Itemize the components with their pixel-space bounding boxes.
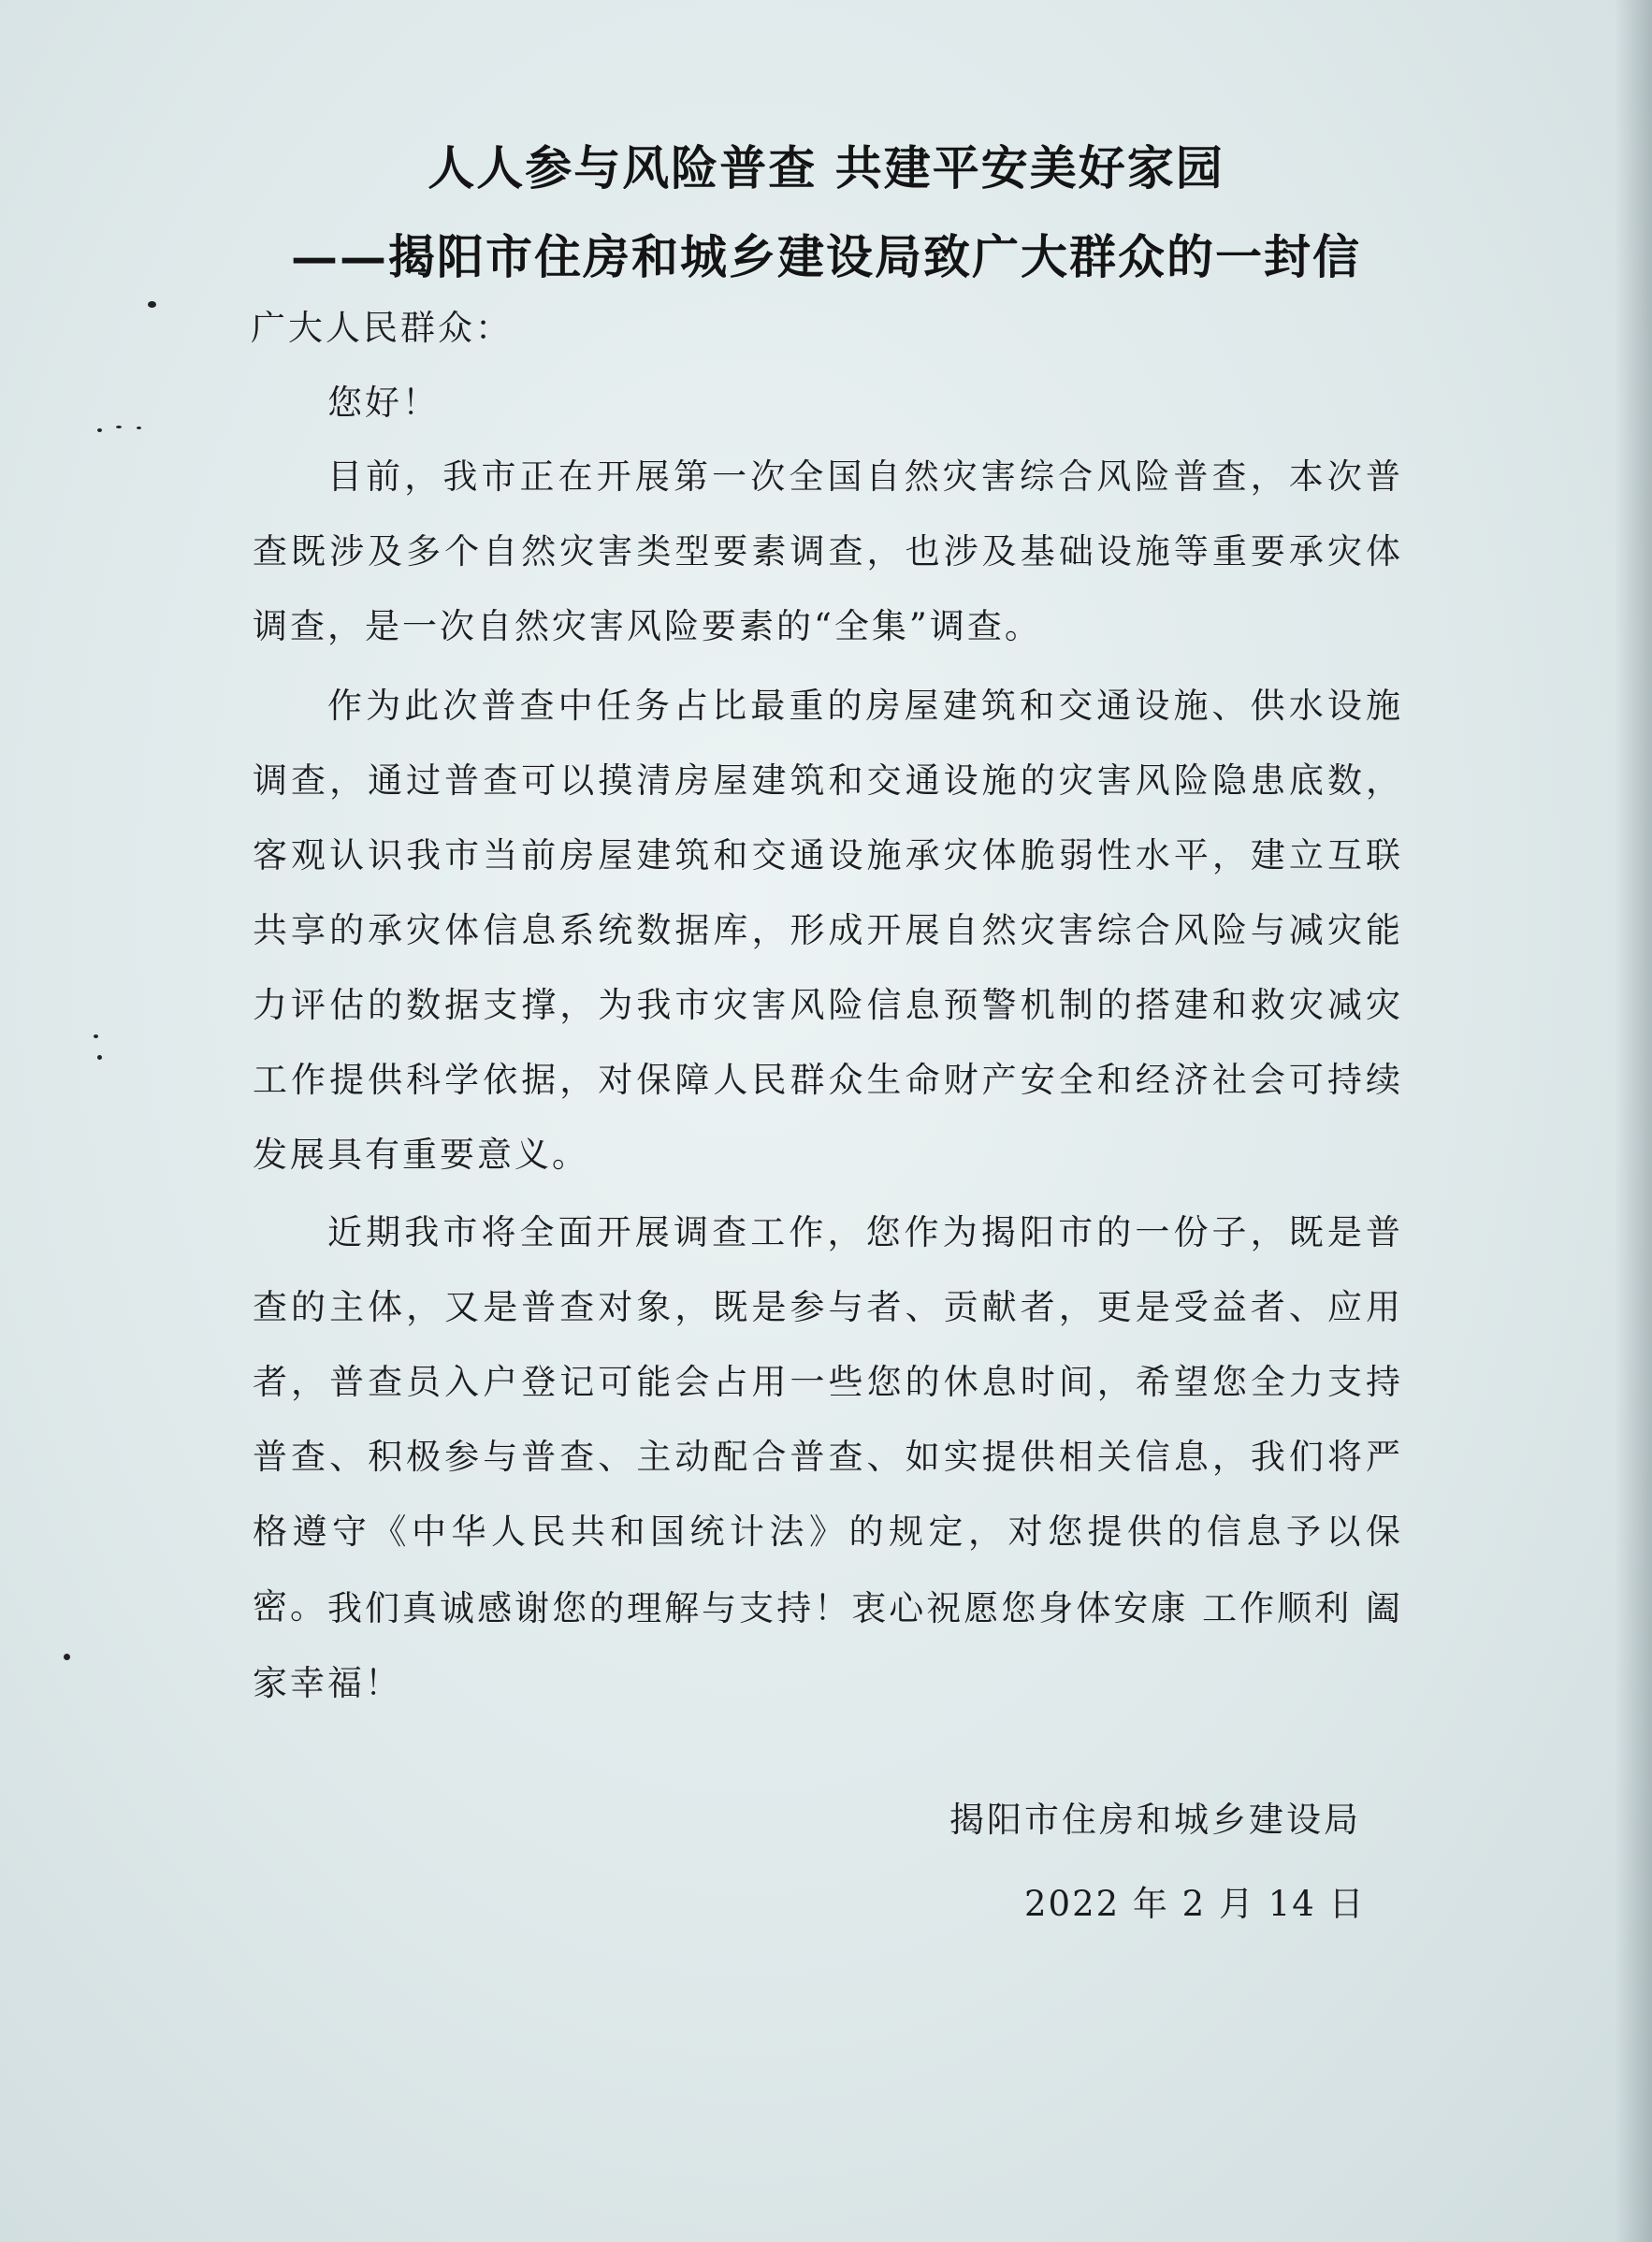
paper-speck — [116, 426, 122, 428]
paragraph-4: 我们真诚感谢您的理解与支持！衷心祝愿您身体安康 工作顺利 阖家幸福！ — [253, 1588, 1403, 1703]
paper-speck — [137, 427, 141, 429]
paper-speck — [97, 1055, 102, 1060]
paper-speck — [64, 1654, 70, 1660]
signature-organization: 揭阳市住房和城乡建设局 — [949, 1800, 1361, 1840]
page-edge-shadow — [1615, 0, 1652, 2242]
salutation: 广大人民群众： — [251, 308, 513, 348]
paper-speck — [97, 428, 102, 432]
greeting: 您好！ — [327, 383, 440, 423]
paragraph-2: 作为此次普查中任务占比最重的房屋建筑和交通设施、供水设施调查，通过普查可以摸清房屋建筑和交通设施的灾害风险隐患底数，客观认识我市当前房屋建筑和交通设施承灾体脆弱性水平，建立互联共享的承灾体信息系统数据库，形成开展自然灾害综合风险与减灾能力评估的数据支撑，为我市灾害风险信息预警机制的搭建和救灾减灾工作提供科学依据，对保障人民群众生命财产安全和经济社会可持续发展具有重要意义。 — [253, 686, 1403, 1175]
paragraph-3: 近期我市将全面开展调查工作，您作为揭阳市的一份子，既是普查的主体，又是普查对象，既是参与者、贡献者，更是受益者、应用者，普查员入户登记可能会占用一些您的休息时间，希望您全力支持普查、积极参与普查、主动配合普查、如实提供相关信息，我们将严格遵守《中华人民共和国统计法》的规定，对您提供的信息予以保密。 — [253, 1212, 1403, 1627]
letter-subtitle: ——揭阳市住房和城乡建设局致广大群众的一封信 — [291, 229, 1361, 284]
paper-speck — [94, 1034, 98, 1038]
letter-title: 人人参与风险普查 共建平安美好家园 — [427, 140, 1225, 195]
paper-speck — [148, 301, 156, 308]
signature-date: 2022 年 2 月 14 日 — [1024, 1884, 1366, 1924]
paragraph-1: 目前，我市正在开展第一次全国自然灾害综合风险普查，本次普查既涉及多个自然灾害类型要素调查，也涉及基础设施等重要承灾体调查，是一次自然灾害风险要素的“全集”调查。 — [253, 456, 1403, 646]
